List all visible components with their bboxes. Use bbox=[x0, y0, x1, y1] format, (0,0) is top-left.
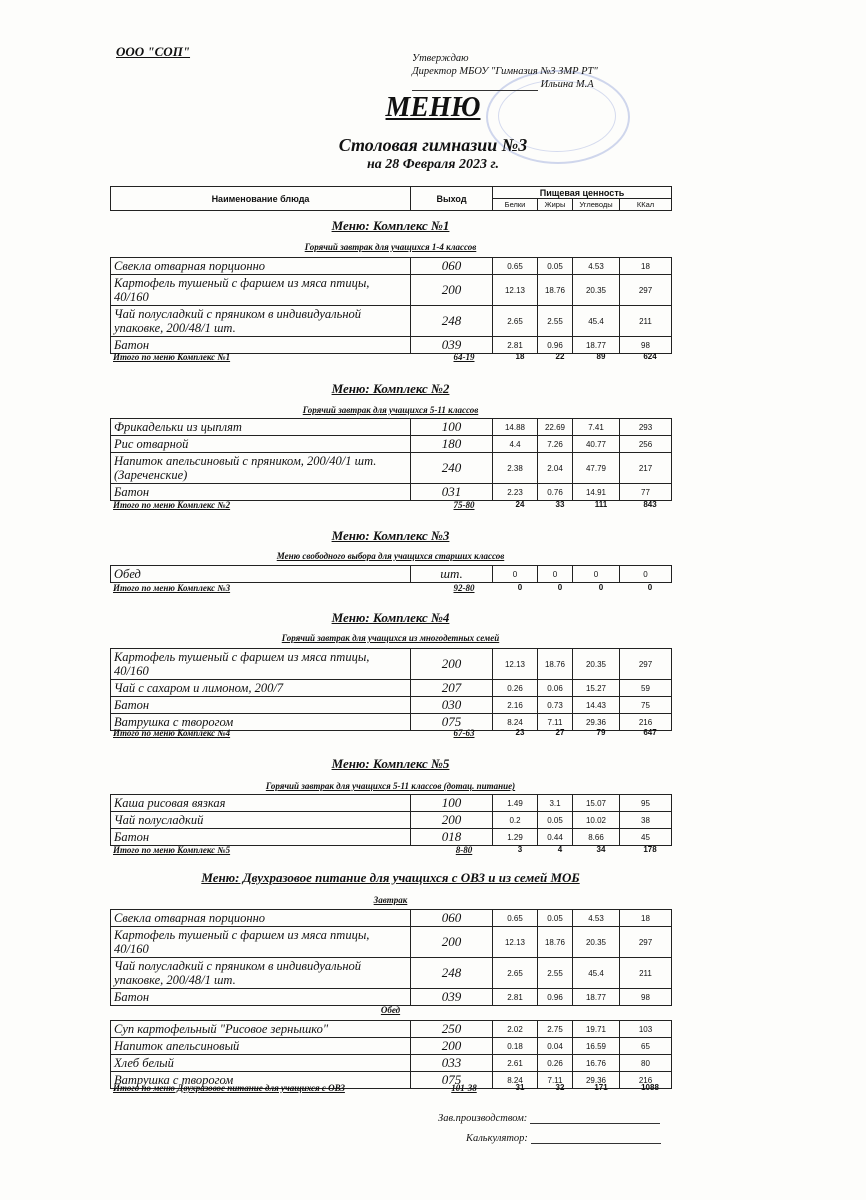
dish-output: шт. bbox=[411, 566, 493, 583]
protein-value: 2.23 bbox=[493, 484, 538, 501]
protein-value: 0.65 bbox=[493, 910, 538, 927]
carbs-value: 15.07 bbox=[573, 795, 620, 812]
signature-production-line bbox=[530, 1123, 660, 1124]
protein-value: 8.24 bbox=[493, 1072, 538, 1089]
signature-calculator-line bbox=[531, 1143, 661, 1144]
total-label: Итого по меню Комплекс №2 bbox=[113, 500, 231, 510]
fat-value: 7.11 bbox=[538, 1072, 573, 1089]
kcal-value: 211 bbox=[620, 958, 672, 989]
table-row bbox=[111, 812, 672, 829]
dish-name: Батон bbox=[111, 697, 411, 714]
dish-output: 240 bbox=[411, 453, 493, 484]
dish-output: 200 bbox=[411, 275, 493, 306]
total-protein: 3 bbox=[517, 845, 523, 854]
complex-title: Меню: Комплекс №3 bbox=[331, 528, 450, 543]
table-row bbox=[111, 829, 672, 846]
total-row bbox=[113, 1083, 671, 1095]
approval-block bbox=[412, 52, 598, 91]
kcal-value: 217 bbox=[620, 453, 672, 484]
fat-value: 0 bbox=[538, 566, 573, 583]
kcal-value: 95 bbox=[620, 795, 672, 812]
fat-value: 0.05 bbox=[538, 258, 573, 275]
dish-output: 248 bbox=[411, 958, 493, 989]
dish-output: 100 bbox=[411, 795, 493, 812]
fat-value: 2.55 bbox=[538, 306, 573, 337]
complex-subtitle: Горячий завтрак для учащихся 5-11 классов bbox=[302, 405, 479, 415]
dish-name: Суп картофельный "Рисовое зернышко" bbox=[111, 1021, 411, 1038]
protein-value: 8.24 bbox=[493, 714, 538, 731]
total-protein: 23 bbox=[515, 728, 525, 737]
carbs-value: 29.36 bbox=[573, 714, 620, 731]
carbs-value: 20.35 bbox=[573, 275, 620, 306]
menu-table bbox=[110, 909, 672, 1006]
total-label: Итого по меню Комплекс №3 bbox=[113, 583, 231, 593]
kcal-value: 45 bbox=[620, 829, 672, 846]
total-price: 101-38 bbox=[451, 1083, 477, 1093]
total-price: 64-19 bbox=[453, 352, 475, 362]
signature-line bbox=[412, 90, 538, 91]
fat-value: 0.76 bbox=[538, 484, 573, 501]
dish-output: 180 bbox=[411, 436, 493, 453]
signature-calculator bbox=[466, 1133, 661, 1144]
table-row bbox=[111, 1021, 672, 1038]
kcal-value: 297 bbox=[620, 927, 672, 958]
dish-name: Напиток апельсиновый с пряником, 200/40/1 шт. (Зареченские) bbox=[111, 453, 411, 484]
dish-name: Каша рисовая вязкая bbox=[111, 795, 411, 812]
fat-value: 18.76 bbox=[538, 927, 573, 958]
total-kcal: 843 bbox=[643, 500, 657, 509]
total-carbs: 0 bbox=[598, 583, 604, 592]
total-row bbox=[113, 352, 671, 364]
ovz-title: Меню: Двухразовое питание для учащихся с ОВЗ и из семей МОБ bbox=[201, 870, 580, 885]
kcal-value: 18 bbox=[620, 910, 672, 927]
kcal-value: 293 bbox=[620, 419, 672, 436]
total-label: Итого по меню Комплекс №5 bbox=[113, 845, 231, 855]
dish-output: 060 bbox=[411, 910, 493, 927]
menu-table bbox=[110, 565, 672, 583]
dish-name: Ватрушка с творогом bbox=[111, 714, 411, 731]
header-kcal: ККал bbox=[620, 199, 672, 211]
fat-value: 0.73 bbox=[538, 697, 573, 714]
total-price: 75-80 bbox=[453, 500, 475, 510]
protein-value: 2.81 bbox=[493, 989, 538, 1006]
kcal-value: 59 bbox=[620, 680, 672, 697]
carbs-value: 40.77 bbox=[573, 436, 620, 453]
dish-output: 248 bbox=[411, 306, 493, 337]
header-table bbox=[110, 186, 672, 211]
table-row bbox=[111, 649, 672, 680]
table-row bbox=[111, 275, 672, 306]
total-price: 8-80 bbox=[455, 845, 473, 855]
protein-value: 2.02 bbox=[493, 1021, 538, 1038]
dish-output: 018 bbox=[411, 829, 493, 846]
table-row bbox=[111, 337, 672, 354]
protein-value: 2.81 bbox=[493, 337, 538, 354]
fat-value: 0.44 bbox=[538, 829, 573, 846]
table-row bbox=[111, 795, 672, 812]
dish-output: 033 bbox=[411, 1055, 493, 1072]
fat-value: 2.55 bbox=[538, 958, 573, 989]
total-label: Итого по меню Комплекс №4 bbox=[113, 728, 231, 738]
fat-value: 2.75 bbox=[538, 1021, 573, 1038]
protein-value: 0 bbox=[493, 566, 538, 583]
dish-output: 060 bbox=[411, 258, 493, 275]
complex-title: Меню: Комплекс №1 bbox=[331, 218, 450, 233]
dish-name: Батон bbox=[111, 829, 411, 846]
total-label: Итого по меню Комплекс №1 bbox=[113, 352, 231, 362]
dish-name: Рис отварной bbox=[111, 436, 411, 453]
total-price: 92-80 bbox=[453, 583, 475, 593]
dish-name: Хлеб белый bbox=[111, 1055, 411, 1072]
carbs-value: 20.35 bbox=[573, 927, 620, 958]
fat-value: 18.76 bbox=[538, 275, 573, 306]
protein-value: 0.2 bbox=[493, 812, 538, 829]
total-carbs: 79 bbox=[596, 728, 606, 737]
approval-line-1: Утверждаю bbox=[412, 53, 469, 64]
fat-value: 0.04 bbox=[538, 1038, 573, 1055]
carbs-value: 0 bbox=[573, 566, 620, 583]
carbs-value: 14.91 bbox=[573, 484, 620, 501]
total-protein: 0 bbox=[517, 583, 523, 592]
carbs-value: 45.4 bbox=[573, 958, 620, 989]
table-row bbox=[111, 453, 672, 484]
protein-value: 1.29 bbox=[493, 829, 538, 846]
carbs-value: 4.53 bbox=[573, 910, 620, 927]
table-row bbox=[111, 258, 672, 275]
total-protein: 31 bbox=[515, 1083, 525, 1092]
fat-value: 0.05 bbox=[538, 910, 573, 927]
total-carbs: 34 bbox=[596, 845, 606, 854]
complex-subtitle: Горячий завтрак для учащихся 5-11 классов (дотац. питание) bbox=[265, 781, 516, 791]
header-name: Наименование блюда bbox=[111, 187, 411, 211]
kcal-value: 216 bbox=[620, 1072, 672, 1089]
carbs-value: 4.53 bbox=[573, 258, 620, 275]
protein-value: 2.65 bbox=[493, 306, 538, 337]
complex-title: Меню: Комплекс №4 bbox=[331, 610, 450, 625]
protein-value: 0.65 bbox=[493, 258, 538, 275]
signature-production bbox=[438, 1113, 660, 1124]
table-row bbox=[111, 306, 672, 337]
dish-output: 100 bbox=[411, 419, 493, 436]
table-row bbox=[111, 419, 672, 436]
header-protein: Белки bbox=[493, 199, 538, 211]
kcal-value: 297 bbox=[620, 275, 672, 306]
total-fat: 4 bbox=[557, 845, 563, 854]
total-fat: 33 bbox=[555, 500, 565, 509]
dish-output: 250 bbox=[411, 1021, 493, 1038]
fat-value: 7.26 bbox=[538, 436, 573, 453]
total-carbs: 111 bbox=[594, 500, 608, 509]
fat-value: 0.05 bbox=[538, 812, 573, 829]
carbs-value: 18.77 bbox=[573, 337, 620, 354]
menu-table bbox=[110, 1020, 672, 1089]
dish-name: Чай полусладкий с пряником в индивидуальной упаковке, 200/48/1 шт. bbox=[111, 958, 411, 989]
table-row bbox=[111, 910, 672, 927]
kcal-value: 0 bbox=[620, 566, 672, 583]
protein-value: 14.88 bbox=[493, 419, 538, 436]
carbs-value: 18.77 bbox=[573, 989, 620, 1006]
carbs-value: 8.66 bbox=[573, 829, 620, 846]
table-row bbox=[111, 680, 672, 697]
table-row bbox=[111, 1038, 672, 1055]
total-kcal: 647 bbox=[643, 728, 657, 737]
table-row bbox=[111, 989, 672, 1006]
total-row bbox=[113, 583, 671, 595]
table-row bbox=[111, 436, 672, 453]
fat-value: 7.11 bbox=[538, 714, 573, 731]
dish-name: Батон bbox=[111, 989, 411, 1006]
table-row bbox=[111, 927, 672, 958]
breakfast-label: Завтрак bbox=[373, 895, 408, 905]
kcal-value: 297 bbox=[620, 649, 672, 680]
table-row bbox=[111, 484, 672, 501]
kcal-value: 75 bbox=[620, 697, 672, 714]
complex-title: Меню: Комплекс №5 bbox=[331, 756, 450, 771]
fat-value: 22.69 bbox=[538, 419, 573, 436]
signature-calculator-label: Калькулятор: bbox=[466, 1133, 528, 1144]
dish-output: 039 bbox=[411, 337, 493, 354]
dish-name: Обед bbox=[111, 566, 411, 583]
protein-value: 2.61 bbox=[493, 1055, 538, 1072]
total-fat: 32 bbox=[555, 1083, 565, 1092]
menu-date: на 28 Февраля 2023 г. bbox=[366, 157, 500, 172]
total-protein: 24 bbox=[515, 500, 525, 509]
kcal-value: 18 bbox=[620, 258, 672, 275]
total-kcal: 1088 bbox=[641, 1083, 659, 1092]
kcal-value: 77 bbox=[620, 484, 672, 501]
menu-table bbox=[110, 418, 672, 501]
carbs-value: 45.4 bbox=[573, 306, 620, 337]
page-title: МЕНЮ bbox=[385, 92, 481, 123]
total-row bbox=[113, 728, 671, 740]
carbs-value: 20.35 bbox=[573, 649, 620, 680]
protein-value: 0.18 bbox=[493, 1038, 538, 1055]
header-fat: Жиры bbox=[538, 199, 573, 211]
fat-value: 0.96 bbox=[538, 337, 573, 354]
dish-output: 200 bbox=[411, 649, 493, 680]
header-output: Выход bbox=[411, 187, 493, 211]
kcal-value: 211 bbox=[620, 306, 672, 337]
protein-value: 2.65 bbox=[493, 958, 538, 989]
header-nutrition: Пищевая ценность bbox=[493, 187, 672, 199]
carbs-value: 47.79 bbox=[573, 453, 620, 484]
carbs-value: 16.76 bbox=[573, 1055, 620, 1072]
kcal-value: 80 bbox=[620, 1055, 672, 1072]
total-fat: 22 bbox=[555, 352, 565, 361]
kcal-value: 103 bbox=[620, 1021, 672, 1038]
dish-output: 200 bbox=[411, 1038, 493, 1055]
complex-subtitle: Меню свободного выбора для учащихся старших классов bbox=[276, 551, 505, 561]
table-row bbox=[111, 566, 672, 583]
dish-name: Чай полусладкий с пряником в индивидуальной упаковке, 200/48/1 шт. bbox=[111, 306, 411, 337]
total-kcal: 178 bbox=[643, 845, 657, 854]
dish-name: Батон bbox=[111, 484, 411, 501]
lunch-label: Обед bbox=[380, 1005, 401, 1015]
kcal-value: 98 bbox=[620, 337, 672, 354]
kcal-value: 38 bbox=[620, 812, 672, 829]
org-name: ООО "СОП" bbox=[116, 44, 191, 59]
dish-name: Картофель тушеный с фаршем из мяса птицы, 40/160 bbox=[111, 275, 411, 306]
carbs-value: 16.59 bbox=[573, 1038, 620, 1055]
dish-output: 030 bbox=[411, 697, 493, 714]
menu-table bbox=[110, 257, 672, 354]
page-subtitle: Столовая гимназии №3 bbox=[338, 135, 528, 155]
total-carbs: 89 bbox=[596, 352, 606, 361]
total-row bbox=[113, 500, 671, 512]
dish-name: Чай с сахаром и лимоном, 200/7 bbox=[111, 680, 411, 697]
carbs-value: 15.27 bbox=[573, 680, 620, 697]
menu-table bbox=[110, 794, 672, 846]
dish-output: 200 bbox=[411, 927, 493, 958]
carbs-value: 14.43 bbox=[573, 697, 620, 714]
fat-value: 18.76 bbox=[538, 649, 573, 680]
dish-name: Фрикадельки из цыплят bbox=[111, 419, 411, 436]
complex-subtitle: Горячий завтрак для учащихся из многодетных семей bbox=[281, 633, 500, 643]
protein-value: 2.38 bbox=[493, 453, 538, 484]
approval-line-2: Директор МБОУ "Гимназия №3 ЗМР РТ" bbox=[412, 66, 598, 77]
total-price: 67-63 bbox=[453, 728, 475, 738]
carbs-value: 7.41 bbox=[573, 419, 620, 436]
carbs-value: 29.36 bbox=[573, 1072, 620, 1089]
kcal-value: 65 bbox=[620, 1038, 672, 1055]
protein-value: 0.26 bbox=[493, 680, 538, 697]
kcal-value: 98 bbox=[620, 989, 672, 1006]
table-row bbox=[111, 1055, 672, 1072]
dish-name: Ватрушка с творогом bbox=[111, 1072, 411, 1089]
dish-output: 039 bbox=[411, 989, 493, 1006]
dish-name: Батон bbox=[111, 337, 411, 354]
kcal-value: 256 bbox=[620, 436, 672, 453]
carbs-value: 19.71 bbox=[573, 1021, 620, 1038]
dish-name: Напиток апельсиновый bbox=[111, 1038, 411, 1055]
dish-output: 075 bbox=[411, 1072, 493, 1089]
total-fat: 0 bbox=[557, 583, 563, 592]
fat-value: 2.04 bbox=[538, 453, 573, 484]
kcal-value: 216 bbox=[620, 714, 672, 731]
protein-value: 2.16 bbox=[493, 697, 538, 714]
signature-production-label: Зав.производством: bbox=[438, 1113, 528, 1124]
protein-value: 12.13 bbox=[493, 649, 538, 680]
total-protein: 18 bbox=[515, 352, 525, 361]
menu-table bbox=[110, 648, 672, 731]
fat-value: 0.96 bbox=[538, 989, 573, 1006]
total-row bbox=[113, 845, 671, 857]
complex-title: Меню: Комплекс №2 bbox=[331, 381, 450, 396]
dish-name: Чай полусладкий bbox=[111, 812, 411, 829]
dish-output: 075 bbox=[411, 714, 493, 731]
protein-value: 4.4 bbox=[493, 436, 538, 453]
total-carbs: 171 bbox=[594, 1083, 608, 1092]
table-row bbox=[111, 697, 672, 714]
fat-value: 0.06 bbox=[538, 680, 573, 697]
dish-name: Картофель тушеный с фаршем из мяса птицы, 40/160 bbox=[111, 649, 411, 680]
carbs-value: 10.02 bbox=[573, 812, 620, 829]
dish-output: 031 bbox=[411, 484, 493, 501]
approval-line-3: Ильина М.А bbox=[540, 79, 594, 90]
dish-name: Картофель тушеный с фаршем из мяса птицы, 40/160 bbox=[111, 927, 411, 958]
header-carbs: Углеводы bbox=[573, 199, 620, 211]
total-fat: 27 bbox=[555, 728, 565, 737]
complex-subtitle: Горячий завтрак для учащихся 1-4 классов bbox=[304, 242, 477, 252]
total-label: Итого по меню Двухразовое питание для учащихся с ОВЗ bbox=[113, 1083, 345, 1093]
dish-name: Свекла отварная порционно bbox=[111, 258, 411, 275]
protein-value: 1.49 bbox=[493, 795, 538, 812]
table-row bbox=[111, 958, 672, 989]
total-kcal: 624 bbox=[643, 352, 657, 361]
fat-value: 0.26 bbox=[538, 1055, 573, 1072]
dish-name: Свекла отварная порционно bbox=[111, 910, 411, 927]
dish-output: 200 bbox=[411, 812, 493, 829]
total-kcal: 0 bbox=[647, 583, 653, 592]
protein-value: 12.13 bbox=[493, 927, 538, 958]
dish-output: 207 bbox=[411, 680, 493, 697]
fat-value: 3.1 bbox=[538, 795, 573, 812]
protein-value: 12.13 bbox=[493, 275, 538, 306]
